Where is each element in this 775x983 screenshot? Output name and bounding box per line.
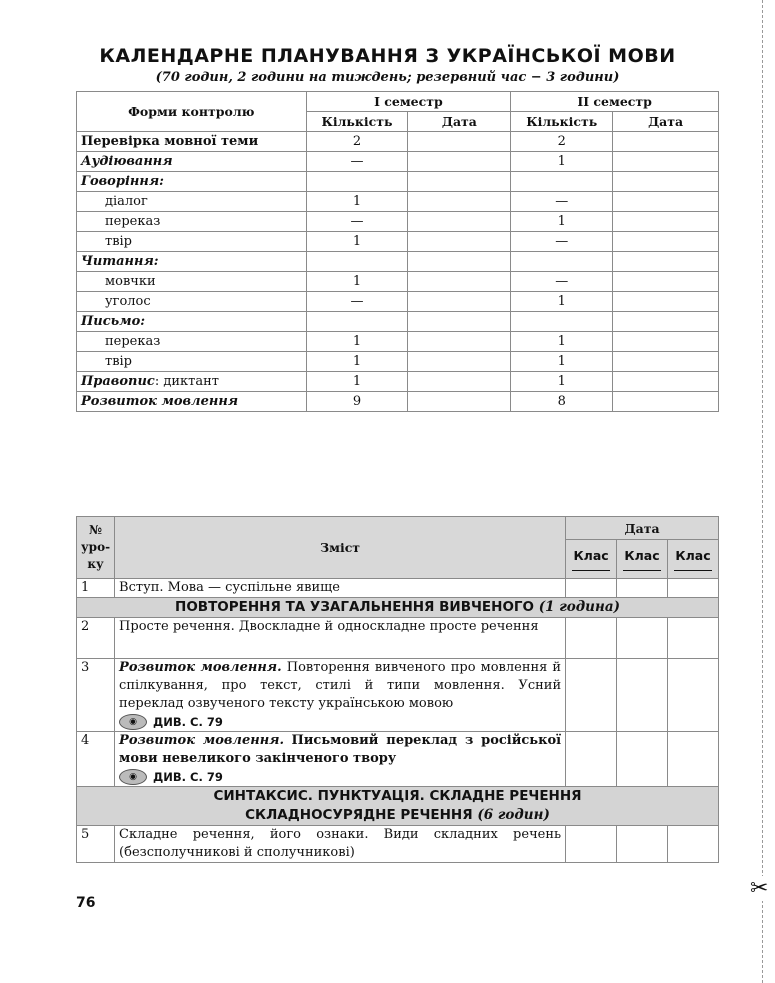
s1-qty: 9 — [306, 392, 408, 412]
section-title: СИНТАКСИС. ПУНКТУАЦІЯ. СКЛАДНЕ РЕЧЕННЯ СКЛАДНОСУРЯДНЕ РЕЧЕННЯ (6 годин) — [77, 787, 719, 826]
table-row — [77, 292, 719, 312]
s1-qty: 2 — [306, 132, 408, 152]
header-semester-1: І семестр — [306, 92, 511, 112]
lesson-number: 5 — [77, 826, 115, 863]
table-row — [77, 152, 719, 172]
audio-icon: ◉ — [119, 769, 147, 785]
row-label: Читання: — [77, 252, 307, 272]
section-title: ПОВТОРЕННЯ ТА УЗАГАЛЬНЕННЯ ВИВЧЕНОГО (1 година) — [77, 598, 719, 618]
page-number: 76 — [76, 895, 96, 911]
s1-qty: 1 — [306, 332, 408, 352]
s2-qty: — — [511, 232, 613, 252]
section-row — [77, 787, 719, 826]
table-row — [77, 579, 719, 598]
table-row — [77, 352, 719, 372]
table-row — [77, 232, 719, 252]
s1-qty: — — [306, 152, 408, 172]
class-label: Клас — [624, 547, 660, 563]
table-row — [77, 372, 719, 392]
row-label: Аудіювання — [77, 152, 307, 172]
lesson-content: Розвиток мовлення. Повторення вивченого про мовлення й спілкування, про текст, стилі й типи мовлення. Усний переклад озвученого тексту українською мовою ◉ ДИВ. С. 79 — [115, 659, 566, 732]
row-label: Письмо: — [77, 312, 307, 332]
row-label: мовчки — [77, 272, 307, 292]
row-label: уголос — [77, 292, 307, 312]
header-lesson-number: № уро-ку — [77, 517, 115, 579]
lesson-content: Просте речення. Двоскладне й односкладне просте речення — [115, 618, 566, 659]
table-row — [77, 252, 719, 272]
table-row — [77, 192, 719, 212]
page-subtitle: (70 годин, 2 години на тиждень; резервний час − 3 години) — [155, 70, 620, 85]
s1-qty: 1 — [306, 372, 408, 392]
table-row — [77, 659, 719, 732]
lesson-number: 3 — [77, 659, 115, 732]
s2-qty: — — [511, 192, 613, 212]
table-row — [77, 212, 719, 232]
scissors-icon: ✂ — [750, 876, 769, 901]
row-label: твір — [77, 352, 307, 372]
s2-qty: 1 — [511, 212, 613, 232]
table-row — [77, 332, 719, 352]
header-date: Дата — [566, 517, 719, 540]
cut-line — [762, 0, 763, 983]
table-row — [77, 732, 719, 787]
row-label: діалог — [77, 192, 307, 212]
s1-qty: 1 — [306, 272, 408, 292]
row-label: Перевірка мовної теми — [77, 132, 307, 152]
header-qty: Кількість — [306, 112, 408, 132]
s1-qty: 1 — [306, 232, 408, 252]
audio-reference: ◉ ДИВ. С. 79 — [119, 768, 561, 786]
s1-qty: — — [306, 292, 408, 312]
table-row — [77, 172, 719, 192]
lesson-content: Складне речення, його ознаки. Види складних речень (безсполучникові й сполучникові) — [115, 826, 566, 863]
s2-qty: 1 — [511, 372, 613, 392]
table-row — [77, 132, 719, 152]
lesson-number: 2 — [77, 618, 115, 659]
lesson-content: Вступ. Мова — суспільне явище — [115, 579, 566, 598]
s2-qty: 1 — [511, 352, 613, 372]
s2-qty: 1 — [511, 152, 613, 172]
header-date: Дата — [408, 112, 511, 132]
s2-qty: 1 — [511, 292, 613, 312]
row-label: переказ — [77, 332, 307, 352]
s1-qty: 1 — [306, 192, 408, 212]
class-label: Клас — [675, 547, 711, 563]
s1-qty: 1 — [306, 352, 408, 372]
s2-qty: — — [511, 272, 613, 292]
table-row — [77, 312, 719, 332]
header-forms: Форми контролю — [77, 92, 307, 132]
row-label: переказ — [77, 212, 307, 232]
row-label: Говоріння: — [77, 172, 307, 192]
header-semester-2: ІІ семестр — [511, 92, 719, 112]
header-qty: Кількість — [511, 112, 613, 132]
row-label: твір — [77, 232, 307, 252]
row-label: Правопис: диктант — [77, 372, 307, 392]
s2-qty: 2 — [511, 132, 613, 152]
table-row — [77, 272, 719, 292]
table-row — [77, 826, 719, 863]
s1-qty: — — [306, 212, 408, 232]
lesson-number: 4 — [77, 732, 115, 787]
control-forms-table — [76, 91, 719, 412]
header-content: Зміст — [115, 517, 566, 579]
section-row — [77, 598, 719, 618]
lesson-plan-table — [76, 516, 719, 863]
class-label: Клас — [573, 547, 609, 563]
audio-reference: ◉ ДИВ. С. 79 — [119, 713, 561, 731]
table-row — [77, 392, 719, 412]
table-row — [77, 618, 719, 659]
lesson-content: Розвиток мовлення. Письмовий переклад з російської мови невеликого закінченого твору ◉ ДИВ. С. 79 — [115, 732, 566, 787]
page-title: КАЛЕНДАРНЕ ПЛАНУВАННЯ З УКРАЇНСЬКОЇ МОВИ — [99, 45, 676, 67]
s2-qty: 1 — [511, 332, 613, 352]
audio-icon: ◉ — [119, 714, 147, 730]
s2-qty: 8 — [511, 392, 613, 412]
lesson-number: 1 — [77, 579, 115, 598]
header-date: Дата — [613, 112, 719, 132]
row-label: Розвиток мовлення — [77, 392, 307, 412]
